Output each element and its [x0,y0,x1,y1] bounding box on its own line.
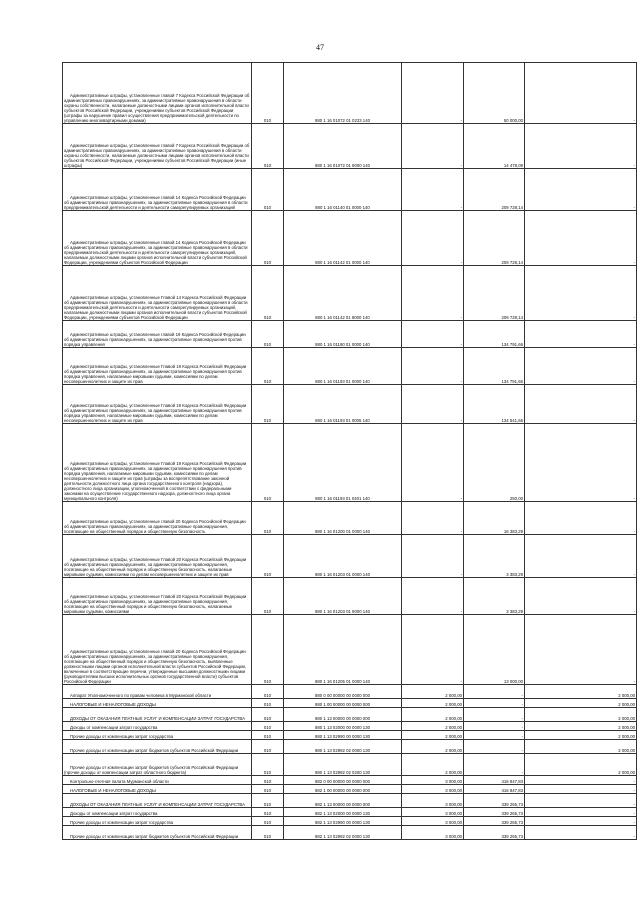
row-kbk: 880 1 16 01193 01 0000 140 [284,348,402,385]
row-executed: 339 265,73 [464,794,525,808]
row-code: 010 [252,808,284,817]
row-name-text: Доходы от компенсации затрат государства [70,810,158,816]
row-code: 010 [252,502,284,535]
table-row [63,817,637,826]
row-kbk: 880 1 13 02000 00 0000 130 [284,722,402,731]
row-name [63,502,252,535]
table-row [63,124,637,169]
row-name-text: Прочие доходы от компенсации затрат бюджетов субъектов Российской Федерации [70,833,239,839]
row-name-text: Административные штрафы, установленные Главой 14 Кодекса Российской Федерации об административных правонарушениях, за административные правонарушения в области предпринимательской деятельности и деятельности саморегулируемых организаций, налагаемые должностными лицами органов исполнительной власти субъектов Российской Федерации, учреждениями субъектов Российской Федерации [64,294,248,320]
row-unexecuted: - [525,817,637,826]
row-kbk: 880 1 16 01140 01 0000 140 [284,169,402,211]
row-code: 010 [252,754,284,776]
row-name [63,785,252,794]
row-code: 010 [252,699,284,708]
row-executed: 50 000,00 [464,63,525,124]
row-executed: 416 847,83 [464,785,525,794]
row-code: 010 [252,63,284,124]
row-name-text: НАЛОГОВЫЕ И НЕНАЛОГОВЫЕ ДОХОДЫ [70,701,156,707]
row-unexecuted: - [525,826,637,840]
row-unexecuted: 2 000,00 [525,731,637,740]
row-name [63,808,252,817]
row-name [63,708,252,722]
row-code: 010 [252,826,284,840]
table-row [63,731,637,740]
row-name-text: ДОХОДЫ ОТ ОКАЗАНИЯ ПЛАТНЫХ УСЛУГ И КОМПЕНСАЦИИ ЗАТРАТ ГОСУДАРСТВА [70,801,246,807]
row-planned: - [402,124,464,169]
row-planned: - [402,424,464,502]
row-code: 010 [252,722,284,731]
table-row [63,385,637,424]
row-name-text: Административные штрафы, установленные главой 7 Кодекса Российской Федерации об административных правонарушениях, за административные правонарушения в области охраны собственности, налагаемые должностными лицами органов исполнительной власти субъектов Российской Федерации, учреждениями субъектов Российской Федерации (иные штрафы) [64,142,250,168]
row-planned: - [402,385,464,424]
row-executed: - [464,685,525,699]
row-planned: 2 000,00 [402,722,464,731]
row-executed: 13 000,00 [464,615,525,685]
row-name-text: Административные штрафы, установленные главой 14 Кодекса Российской Федерации об административных правонарушениях, за административные правонарушения в области предпринимательской деятельности и деятельности саморегулируемых организаций, налагаемые должностными лицами органов исполнительной власти субъектов Российской Федерации, учреждениями субъектов Российской Федерации [64,239,248,265]
row-code: 010 [252,785,284,794]
row-name [63,535,252,578]
row-code: 010 [252,266,284,321]
row-name [63,266,252,321]
row-kbk: 882 1 13 00000 00 0000 000 [284,794,402,808]
row-planned: 2 000,00 [402,754,464,776]
table-row [63,740,637,754]
row-code: 010 [252,424,284,502]
row-kbk: 880 1 00 00000 00 0000 000 [284,699,402,708]
row-kbk: 880 1 16 01190 01 0000 140 [284,321,402,348]
row-unexecuted: - [525,211,637,266]
row-code: 010 [252,817,284,826]
row-name [63,385,252,424]
row-unexecuted: 2 000,00 [525,740,637,754]
row-code: 010 [252,321,284,348]
row-executed: 14 478,09 [464,124,525,169]
table-row [63,808,637,817]
row-executed: 250,00 [464,424,525,502]
row-name-text: Административные штрафы, установленные Главой 20 Кодекса Российской Федерации об административных правонарушениях, за административные правонарушения, посягающие на общественный порядок и общественную безопасность, налагаемые мировыми судьями, комиссиями по делам несовершеннолетних и защите их прав [64,556,247,577]
row-executed: - [464,754,525,776]
row-executed: 3 383,29 [464,578,525,615]
table-row [63,169,637,211]
table-row [63,615,637,685]
row-name-text: Административные штрафы, установленные главой 20 Кодекса Российской Федерации об административных правонарушениях, за административные правонарушения, посягающие на общественный порядок и общественную безопасность, выявленные должностными лицами органов исполнительной власти субъектов Российской Федерации, включенные в соответствующие перечни, утвержденные высшими должностными лицами (руководителями высших исполнительных органов государственной власти) субъектов Российской Федерации [64,648,247,684]
row-executed: 134 541,66 [464,385,525,424]
row-planned: - [402,211,464,266]
row-planned: 2 000,00 [402,685,464,699]
row-unexecuted: - [525,502,637,535]
row-kbk: 882 1 13 02992 02 0000 130 [284,826,402,840]
row-executed: 134 791,66 [464,321,525,348]
row-unexecuted: - [525,535,637,578]
row-name-text: Административные штрафы, установленные главой 14 Кодекса Российской Федерации об административных правонарушениях, за административные правонарушения в области предпринимательской деятельности и деятельности саморегулируемых организаций [64,194,248,210]
row-name [63,794,252,808]
row-code: 010 [252,685,284,699]
row-code: 010 [252,740,284,754]
row-name [63,685,252,699]
table-row [63,699,637,708]
row-executed: 209 728,14 [464,266,525,321]
row-executed: 3 383,29 [464,535,525,578]
table-row [63,211,637,266]
row-unexecuted: 2 000,00 [525,685,637,699]
table-row [63,794,637,808]
row-name-text: Прочие доходы от компенсации затрат бюджетов субъектов Российской Федерации [70,747,239,753]
row-unexecuted: 2 000,00 [525,708,637,722]
row-planned: 3 000,00 [402,817,464,826]
row-planned: - [402,266,464,321]
row-name-text: Административные штрафы, установленные главой 7 Кодекса Российской Федерации об административных правонарушениях, за административные правонарушения в области охраны собственности, налагаемые должностными лицами органов исполнительной власти субъектов Российской Федерации, учреждениями субъектов Российской Федерации (штрафы за нарушение правил осуществления предпринимательской деятельности по управлению многоквартирными домами) [64,92,250,123]
row-name [63,63,252,124]
row-name-text: Прочие доходы от компенсации затрат государства [70,733,173,739]
row-executed: - [464,740,525,754]
row-name [63,424,252,502]
row-kbk: 882 1 13 02000 00 0000 130 [284,808,402,817]
row-kbk: 880 0 00 00000 00 0000 000 [284,685,402,699]
row-planned: 2 000,00 [402,731,464,740]
row-unexecuted: - [525,578,637,615]
row-name-text: ДОХОДЫ ОТ ОКАЗАНИЯ ПЛАТНЫХ УСЛУГ И КОМПЕНСАЦИИ ЗАТРАТ ГОСУДАРСТВА [70,715,246,721]
table-row [63,63,637,124]
row-kbk: 880 1 16 01205 01 0000 140 [284,615,402,685]
row-name-text: Административные штрафы, установленные Главой 19 Кодекса Российской Федерации об административных правонарушениях, за административные правонарушения против порядка управления, налагаемые мировыми судьями, комиссиями по делам несовершеннолетних и защите их прав [64,363,247,384]
row-name [63,211,252,266]
row-name-text: Доходы от компенсации затрат государства [70,724,158,730]
row-kbk: 880 1 16 01203 01 9000 140 [284,578,402,615]
row-executed: 339 265,73 [464,826,525,840]
row-unexecuted: - [525,266,637,321]
row-code: 010 [252,794,284,808]
row-name [63,169,252,211]
row-unexecuted: - [525,776,637,785]
row-name [63,699,252,708]
row-kbk: 880 1 16 01072 01 9000 140 [284,124,402,169]
row-kbk: 882 0 00 00000 00 0000 000 [284,776,402,785]
row-kbk: 882 1 00 00000 00 0000 000 [284,785,402,794]
table-row [63,708,637,722]
row-name [63,740,252,754]
row-name-text: Административные штрафы, установленные Главой 19 Кодекса Российской Федерации об административных правонарушениях, за административные правонарушения против порядка управления, налагаемые мировыми судьями, комиссиями по делам несовершеннолетних и защите их прав [64,402,247,423]
row-kbk: 880 1 13 02990 00 0000 130 [284,731,402,740]
row-name [63,776,252,785]
row-name [63,321,252,348]
row-name [63,578,252,615]
row-kbk: 880 1 16 01193 01 0005 140 [284,385,402,424]
row-code: 010 [252,731,284,740]
row-name-text: Аппарат Уполномоченного по правам человека в Мурманской области [70,692,212,698]
row-code: 010 [252,385,284,424]
row-executed: 416 847,83 [464,776,525,785]
table-row [63,321,637,348]
row-name-text: Контрольно-счетная палата Мурманской области [70,778,169,784]
row-kbk: 880 1 13 02992 02 0000 130 [284,740,402,754]
row-planned: 2 000,00 [402,740,464,754]
table-row [63,785,637,794]
revenue-table [62,62,637,840]
row-planned: 2 000,00 [402,708,464,722]
row-name [63,722,252,731]
row-unexecuted: - [525,169,637,211]
page-number: 47 [316,43,324,52]
row-kbk: 880 1 16 01203 01 0000 140 [284,535,402,578]
row-planned: 2 000,00 [402,699,464,708]
row-unexecuted: - [525,785,637,794]
row-code: 010 [252,169,284,211]
row-name-text: Прочие доходы от компенсации затрат государства [70,819,173,825]
row-code: 010 [252,211,284,266]
row-planned: - [402,615,464,685]
row-unexecuted: 2 000,00 [525,722,637,731]
row-unexecuted: 2 000,00 [525,754,637,776]
row-executed: 134 791,66 [464,348,525,385]
row-planned: 3 000,00 [402,794,464,808]
row-planned: - [402,63,464,124]
row-unexecuted: - [525,348,637,385]
row-code: 010 [252,348,284,385]
row-executed: 339 265,73 [464,817,525,826]
row-unexecuted: - [525,321,637,348]
table-row [63,502,637,535]
row-unexecuted: - [525,794,637,808]
row-code: 010 [252,578,284,615]
row-planned: - [402,578,464,615]
row-kbk: 880 1 16 01142 01 0000 140 [284,211,402,266]
row-planned: 3 000,00 [402,785,464,794]
row-name [63,124,252,169]
row-name-text: Административные штрафы, установленные главой 19 Кодекса Российской Федерации об административных правонарушениях, за административные правонарушения против порядка управления [64,331,246,347]
table-row [63,685,637,699]
row-kbk: 880 1 16 01193 01 0401 140 [284,424,402,502]
table-row [63,754,637,776]
row-planned: - [402,502,464,535]
row-name-text: Административные штрафы, установленные Главой 20 Кодекса Российской Федерации об административных правонарушениях, за административные правонарушения, посягающие на общественный порядок и общественную безопасность, налагаемые мировыми судьями, комиссиями [64,593,247,614]
row-planned: - [402,321,464,348]
row-name-text: Административные штрафы, установленные Главой 19 Кодекса Российской Федерации об административных правонарушениях, за административные правонарушения против порядка управления, налагаемые мировыми судьями, комиссиями по делам несовершеннолетних и защите их прав (штрафы за воспрепятствование законной деятельности должностного лица органа государственного контроля (надзора), должностного лица организации, уполномоченной в соответствии с федеральными законами на осуществление государственного надзора, должностного лица органа муниципального контроля) [64,460,247,501]
row-planned: 3 000,00 [402,808,464,817]
row-executed: - [464,722,525,731]
row-kbk: 880 1 13 02992 02 0200 130 [284,754,402,776]
table-row [63,535,637,578]
row-name [63,615,252,685]
table-row [63,348,637,385]
row-name-text: Прочие доходы от компенсации затрат бюджетов субъектов Российской Федерации (прочие доходы от компенсации затрат областного бюджета) [64,764,239,775]
row-planned: - [402,348,464,385]
row-kbk: 880 1 16 01200 01 0000 140 [284,502,402,535]
row-planned: 3 000,00 [402,826,464,840]
row-planned: - [402,169,464,211]
row-unexecuted: 2 000,00 [525,699,637,708]
row-unexecuted: - [525,808,637,817]
row-kbk: 880 1 16 01072 01 0233 140 [284,63,402,124]
row-executed: 16 383,29 [464,502,525,535]
table-row [63,266,637,321]
row-executed: 339 265,73 [464,808,525,817]
row-name [63,348,252,385]
row-name-text: НАЛОГОВЫЕ И НЕНАЛОГОВЫЕ ДОХОДЫ [70,787,156,793]
table-row [63,424,637,502]
row-executed: - [464,708,525,722]
row-code: 010 [252,124,284,169]
row-kbk: 882 1 13 02990 00 0000 130 [284,817,402,826]
row-name [63,754,252,776]
row-executed: 209 728,14 [464,211,525,266]
table-row [63,826,637,840]
row-kbk: 880 1 13 00000 00 0000 000 [284,708,402,722]
table-row [63,578,637,615]
row-planned: - [402,535,464,578]
row-code: 010 [252,615,284,685]
row-unexecuted: - [525,615,637,685]
table-row [63,722,637,731]
row-name-text: Административные штрафы, установленные главой 20 Кодекса Российской Федерации об административных правонарушениях, за административные правонарушения, посягающие на общественный порядок и общественную безопасность [64,518,246,534]
row-unexecuted: - [525,385,637,424]
row-unexecuted: - [525,424,637,502]
row-code: 010 [252,535,284,578]
row-name [63,731,252,740]
row-unexecuted: - [525,63,637,124]
row-executed: 209 728,14 [464,169,525,211]
row-planned: 3 000,00 [402,776,464,785]
table-row [63,776,637,785]
row-code: 010 [252,708,284,722]
row-executed: - [464,731,525,740]
row-code: 010 [252,776,284,785]
row-name [63,826,252,840]
row-name [63,817,252,826]
row-unexecuted: - [525,124,637,169]
row-executed: - [464,699,525,708]
row-kbk: 880 1 16 01142 01 9000 140 [284,266,402,321]
